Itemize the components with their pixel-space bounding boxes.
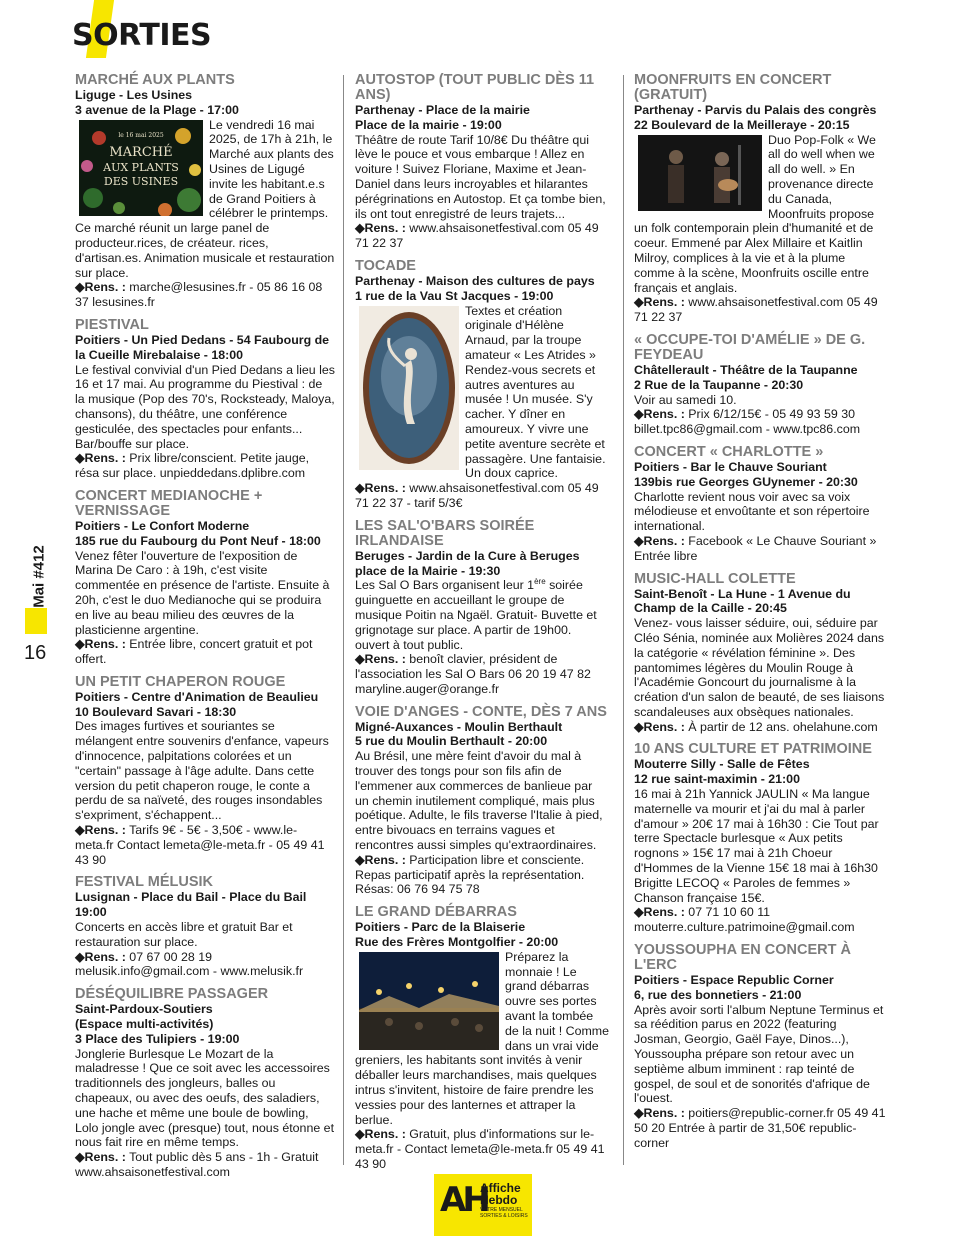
event-description: Après avoir sorti l'album Neptune Terminus et sa réédition parus en 2022 (featuring Josman, Georgio, Gaël Faye, Dinos...), Youssoupha prépare son retour avec un septième album imminent : rap teinté de gospel, de soul et de sonorités d'afrique de l'ouest.	[634, 1002, 884, 1106]
event-location: Lusignan - Place du Bail - Place du Bail	[75, 890, 307, 905]
event-description-part: Les Sal O Bars organisent leur 1	[355, 578, 535, 593]
event-address: 3 Place des Tulipiers - 19:00	[75, 1031, 240, 1046]
event-location: Beruges - Jardin de la Cure à Beruges place de la Mairie - 19:30	[355, 548, 580, 578]
rens-label: ◆Rens. :	[355, 1127, 406, 1142]
rens-label: ◆Rens. :	[355, 852, 406, 867]
page-number: 16	[24, 642, 47, 664]
event-contact	[634, 534, 886, 564]
event-description: Au Brésil, une mère feint d'avoir du mal à trouver des tongs pour son fils afin de l'emmener aux commerces de banlieue par un chemin inutilement compliqué, mais plus poétique. Adulte, le fils traverse l'Italie à pied, entre bivouacs en terrains vagues et rencontres aussi simples qu'extraordinaires.	[355, 749, 603, 853]
event-autostop	[355, 73, 609, 251]
event-location: Saint-Benoît - La Hune - 1 Avenue du Champ de la Caille - 20:45	[634, 586, 851, 616]
logo-name-line1: Affiche	[480, 1181, 521, 1195]
event-title: MUSIC-HALL COLETTE	[634, 570, 796, 587]
event-contact	[634, 905, 886, 935]
event-contact	[355, 481, 609, 511]
event-title: LES SAL'O'BARS SOIRÉE IRLANDAISE	[355, 517, 535, 549]
event-description: Charlotte revient nous voir avec sa voix mélodieuse et envoûtante et son répertoire international.	[634, 489, 870, 534]
event-location: Poitiers - Espace Republic Corner	[634, 973, 834, 988]
page-sidebar	[22, 545, 50, 668]
event-charlotte	[634, 445, 886, 564]
event-contact-text: Facebook « Le Chauve Souriant » Entrée libre	[634, 533, 877, 563]
superscript: ère	[534, 577, 546, 587]
event-address: 1 rue de la Vau St Jacques - 19:00	[355, 288, 554, 303]
rens-label: ◆Rens. :	[634, 1106, 685, 1121]
event-description: Duo Pop-Folk « We all do well when we all do well. » En provenance directe du Canada, Moonfruits propose un folk contemporain plein d'humanité et de coeur. Emmené par Alex Millaire et Kaitlin Milroy, complices à la vie et à la plume comme à la scène, Moonfruits oscille entre français et anglais.	[634, 132, 876, 295]
event-address: Rue des Frères Montgolfier - 20:00	[355, 935, 559, 950]
event-music-hall-colette	[634, 572, 886, 735]
event-title: VOIE D'ANGES - CONTE, DÈS 7 ANS	[355, 703, 607, 720]
rens-label: ◆Rens. :	[634, 407, 685, 422]
event-address: 12 rue saint-maximin - 21:00	[634, 772, 800, 787]
event-medianoche	[75, 489, 335, 667]
column-1	[75, 73, 335, 1188]
event-contact	[634, 1106, 886, 1150]
event-grand-debarras	[355, 905, 609, 1172]
event-contact-text: Tarifs 9€ - 5€ - 3,50€ - www.le-meta.fr Contact lemeta@le-meta.fr - 05 49 41 43 90	[75, 823, 325, 867]
event-location: Poitiers - Le Confort Moderne	[75, 518, 250, 533]
event-title: « OCCUPE-TOI D'AMÉLIE » DE G. FEYDEAU	[634, 331, 866, 363]
event-title: MARCHÉ AUX PLANTS	[75, 72, 235, 88]
event-contact	[75, 451, 335, 481]
event-title: TOCADE	[355, 257, 416, 274]
rens-label: ◆Rens. :	[634, 719, 685, 734]
event-time: 19:00	[75, 905, 107, 920]
rens-label: ◆Rens. :	[355, 481, 406, 496]
event-contact-text: À partir de 12 ans. ohelahune.com	[688, 719, 878, 734]
event-address: 139bis rue Georges GUynemer - 20:30	[634, 474, 858, 489]
event-image-concert	[638, 135, 762, 211]
event-contact-text: Prix 6/12/15€ - 05 49 93 59 30 billet.tpc86@gmail.com - www.tpc86.com	[634, 407, 861, 437]
event-description: Théâtre de route Tarif 10/8€ Du théâtre qui lève le pouce et vous embarque ! Allez en voiture ! Suivez Floriane, Maxime et Jean-Daniel dans leurs incroyables et hilarantes pérégrinations en Autostop. Et ça tombe bien, ils ont tout enregistré de leurs trajets...	[355, 132, 606, 221]
event-contact	[75, 637, 335, 667]
issue-label: Mai #412	[30, 545, 48, 608]
event-tocade	[355, 259, 609, 511]
event-contact-text: Gratuit, plus d'informations sur le-meta.fr - Contact lemeta@le-meta.fr 05 49 41 43 90	[355, 1127, 605, 1171]
poster-title-1: MARCHÉ	[109, 144, 173, 160]
event-address: 22 Boulevard de la Meilleraye - 20:15	[634, 117, 850, 132]
event-description: Venez fêter l'ouverture de l'exposition de Marina De Caro : à 19h, c'est visite commentée en présence de l'artiste. Ensuite à 20h, c'est le duo Medianoche qui se produira en live au beau milieu des œuvres de la plasticienne argentine.	[75, 548, 330, 637]
logo-tagline	[480, 1207, 528, 1219]
event-address: 2 Rue de la Taupanne - 20:30	[634, 377, 804, 392]
event-moonfruits	[634, 73, 886, 325]
event-address: 10 Boulevard Savari - 18:30	[75, 704, 237, 719]
logo-tagline-line1: VOTRE MENSUEL	[480, 1207, 523, 1213]
poster-title-2: AUX PLANTS	[103, 160, 179, 174]
event-title: FESTIVAL MÉLUSIK	[75, 874, 214, 891]
event-address: Place de la mairie - 19:00	[355, 117, 502, 132]
event-description: Venez- vous laisser séduire, oui, séduire par Cléo Sénia, nominée aux Molières 2024 dans la catégorie « révélation féminine ». Des pantomimes légères du Moulin Rouge à l'Académie Goncourt du journalisme à la création d'un salon de beauté, de ses liaisons scandaleuses aux obsèques nationales.	[634, 616, 885, 719]
event-description: Textes et création originale d'Hélène Arnaud, par la troupe amateur « Les Atrides » Rendez-vous secrets et autres aventures au musée ! Un musée. S'y cacher. Y dîner en amoureux. Y vivre une petite aventure secrète et passagère. Une fantaisie. Un doux caprice.	[465, 303, 606, 481]
event-contact	[75, 280, 335, 310]
rens-label: ◆Rens. :	[75, 637, 126, 652]
event-contact-text: benoît clavier, président de l'association les Sal O Bars 06 20 19 47 82 maryline.auger@orange.fr	[355, 652, 591, 696]
event-description: Le festival convivial d'un Pied Dedans a lieu les 16 et 17 mai. Au programme du Piestival : de la musique (Pop des 70's, Rocksteady, Maloya, chansons), du théâtre, une conférence gesticulée, des spectacles pour enfants... Bar/bouffe sur place.	[75, 362, 335, 451]
event-description: Des images furtives et souriantes se mélangent entre souvenirs d'enfance, vapeurs d'innocence, palpitations colorées et un "certain" passage à l'âge adulte. Dans cette version du petit chaperon rouge, le conte a perdu de sa naïveté, des rouges insondables s'expriment, s'échappent...	[75, 719, 329, 823]
rens-label: ◆Rens. :	[355, 652, 406, 667]
logo-tagline-line2: SORTIES & LOISIRS	[480, 1213, 528, 1219]
event-contact-text: www.ahsaisonetfestival.com 05 49 71 22 37	[355, 221, 599, 251]
column-divider	[343, 75, 344, 1165]
event-description: Préparez la monnaie ! Le grand débarras ouvre ses portes avant la tombée de la nuit ! Comme dans un vrai vide greniers, les habitants sont invités à venir déballer leurs marchandises, mais quelques intrus s'invitent, histoire de faire prendre les vessies pour des lanternes et attraper la berlue.	[355, 949, 609, 1127]
event-location: Parthenay - Parvis du Palais des congrès	[634, 103, 877, 117]
column-divider	[623, 75, 624, 1165]
rens-label: ◆Rens. :	[634, 905, 685, 920]
event-contact	[355, 221, 609, 251]
event-location: Poitiers - Bar le Chauve Souriant	[634, 459, 827, 474]
sidebar-accent	[25, 608, 47, 634]
event-contact-text: 07 67 00 28 19 melusik.info@gmail.com - www.melusik.fr	[75, 949, 304, 979]
event-location: Liguge - Les Usines	[75, 88, 193, 102]
event-contact	[75, 823, 335, 867]
event-location: Parthenay - Maison des cultures de pays	[355, 273, 595, 288]
event-contact	[75, 1150, 335, 1180]
event-description: 16 mai à 21h Yannick JAULIN « Ma langue maternelle va mourir et j'ai du mal à parler d'amour » 20€ 17 mai à 16h30 : Cie Tout par terre Spectacle burlesque « Aux petits rognons » 15€ 17 mai à 21h Choeur d'Hommes de la Vienne 15€ 18 mai à 16h30 Brigitte LECOQ « Paroles de femmes » Chanson française 15€.	[634, 787, 879, 905]
event-voie-danges	[355, 705, 609, 898]
event-description: Voir au samedi 10.	[634, 392, 737, 407]
event-location: Châtellerault - Théâtre de la Taupanne	[634, 362, 858, 377]
event-title: PIESTIVAL	[75, 316, 149, 333]
event-occupe-toi-damelie	[634, 333, 886, 437]
event-contact-text: marche@lesusines.fr - 05 86 16 08 37 lesusines.fr	[75, 280, 323, 310]
rens-label: ◆Rens. :	[75, 451, 126, 466]
event-salobars	[355, 519, 609, 697]
event-location: Poitiers - Centre d'Animation de Beaulieu	[75, 689, 319, 704]
event-address: 5 rue du Moulin Berthault - 20:00	[355, 734, 548, 749]
section-title: SORTIES	[72, 18, 212, 53]
event-contact-text: www.ahsaisonetfestival.com 05 49 71 22 37 - tarif 5/3€	[355, 481, 599, 510]
event-contact-text: Tout public dès 5 ans - 1h - Gratuit www.ahsaisonetfestival.com	[75, 1150, 319, 1179]
event-marche-aux-plants	[75, 73, 335, 310]
event-youssoupha	[634, 943, 886, 1151]
event-location: Poitiers - Un Pied Dedans - 54 Faubourg de la Cueille Mirebalaise - 18:00	[75, 332, 330, 362]
logo-name	[480, 1182, 521, 1206]
event-title: AUTOSTOP (TOUT PUBLIC DÈS 11 ANS)	[355, 72, 595, 103]
event-contact-text: Prix libre/conscient. Petite jauge, résa sur place. unpieddedans.dplibre.com	[75, 451, 310, 481]
event-culture-patrimoine	[634, 742, 886, 935]
event-chaperon-rouge	[75, 675, 335, 868]
event-contact-text: www.ahsaisonetfestival.com 05 49 71 22 37	[634, 295, 878, 325]
poster-title-3: DES USINES	[103, 174, 179, 188]
event-title: 10 ANS CULTURE ET PATRIMOINE	[634, 741, 872, 758]
event-title: YOUSSOUPHA EN CONCERT À L'ERC	[634, 942, 851, 974]
rens-label: ◆Rens. :	[634, 295, 685, 310]
event-piestival	[75, 318, 335, 481]
event-desequilibre	[75, 987, 335, 1180]
event-address: 3 avenue de la Plage - 17:00	[75, 102, 239, 117]
event-address: 6, rue des bonnetiers - 21:00	[634, 987, 802, 1002]
event-contact	[355, 853, 609, 897]
event-address: 185 rue du Faubourg du Pont Neuf - 18:00	[75, 533, 321, 548]
event-image-cameo	[359, 306, 459, 470]
column-2	[355, 73, 609, 1180]
event-location: Poitiers - Parc de la Blaiserie	[355, 920, 526, 935]
event-image-night-market	[359, 952, 499, 1050]
rens-label: ◆Rens. :	[75, 280, 126, 295]
event-location: Mouterre Silly - Salle de Fêtes	[634, 757, 810, 772]
page-header	[72, 18, 211, 58]
event-description-part: soirée guinguette en accueillant le groupe de musique Poitin na Ngaël. Gratuit- Buvette et grignotage sur place. A partir de 19h00. ouvert à tout public.	[355, 578, 597, 652]
rens-label: ◆Rens. :	[355, 221, 406, 236]
event-title: DÉSÉQUILIBRE PASSAGER	[75, 986, 269, 1003]
event-description: Le vendredi 16 mai 2025, de 17h à 21h, le Marché aux plants des Usines de Ligugé invite les habitant.e.s de Grand Poitiers à célébrer le printemps. Ce marché réunit un large panel de producteur.rices, de créateur. rices, d'artisan.es. Animation musicale et restauration sur place.	[75, 117, 335, 280]
event-location: Parthenay - Place de la mairie	[355, 103, 530, 117]
event-venue: (Espace multi-activités)	[75, 1017, 214, 1032]
event-contact-text: Participation libre et consciente. Repas participatif après la représentation. Résas: 06 76 94 75 78	[355, 852, 585, 897]
rens-label: ◆Rens. :	[75, 949, 126, 964]
rens-label: ◆Rens. :	[634, 533, 685, 548]
event-melusik	[75, 875, 335, 979]
event-contact	[634, 720, 886, 735]
event-description	[355, 578, 609, 652]
event-contact-text: poitiers@republic-corner.fr 05 49 41 50 20 Entrée à partir de 31,50€ republic-corner	[634, 1106, 886, 1150]
event-description: Concerts en accès libre et gratuit Bar et restauration sur place.	[75, 920, 293, 949]
event-title: CONCERT MEDIANOCHE + VERNISSAGE	[75, 487, 263, 519]
event-contact	[355, 652, 609, 696]
event-title: MOONFRUITS EN CONCERT (GRATUIT)	[634, 72, 832, 103]
event-poster-image	[79, 120, 203, 216]
event-title: CONCERT « CHARLOTTE »	[634, 443, 824, 460]
event-contact-text: 07 71 10 60 11 mouterre.culture.patrimoine@gmail.com	[634, 905, 855, 935]
event-contact	[355, 1127, 609, 1171]
event-description: Jonglerie Burlesque Le Mozart de la maladresse ! Que ce soit avec les accessoires traditionnels des jongleurs, balles ou chapeaux, ou avec des oeufs, des saladiers, une hache et même une boule de bowling, Lolo jongle avec (presque) tout, nous étonne et nous fait rire en même temps.	[75, 1046, 335, 1150]
event-contact	[634, 295, 886, 325]
logo-name-line2: Hebdo	[480, 1193, 518, 1207]
affiche-hebdo-logo	[434, 1174, 532, 1236]
event-contact	[634, 407, 886, 437]
rens-label: ◆Rens. :	[75, 823, 126, 838]
event-title: UN PETIT CHAPERON ROUGE	[75, 673, 286, 690]
event-location: Saint-Pardoux-Soutiers	[75, 1002, 213, 1017]
rens-label: ◆Rens. :	[75, 1150, 126, 1165]
event-contact	[75, 950, 335, 980]
event-contact-text: Entrée libre, concert gratuit et pot offert.	[75, 637, 313, 667]
poster-date: le 16 mai 2025	[118, 131, 164, 139]
event-location: Migné-Auxances - Moulin Berthault	[355, 719, 563, 734]
logo-mark: AH	[440, 1180, 487, 1220]
column-3	[634, 73, 886, 1159]
event-title: LE GRAND DÉBARRAS	[355, 904, 517, 921]
